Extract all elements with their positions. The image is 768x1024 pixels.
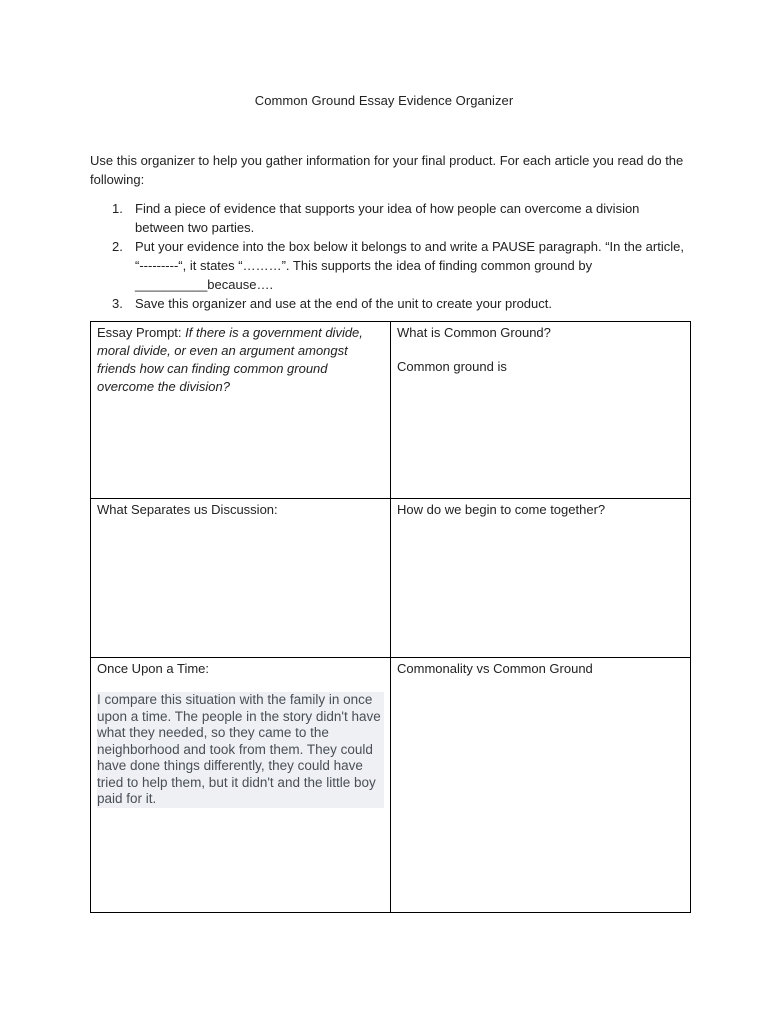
instruction-step xyxy=(90,294,690,313)
step-text: Save this organizer and use at the end of the unit to create your product. xyxy=(135,296,552,311)
what-separates-label: What Separates us Discussion: xyxy=(97,502,278,517)
instruction-list xyxy=(90,199,690,313)
once-upon-label: Once Upon a Time: xyxy=(97,661,209,676)
essay-prompt-label: Essay Prompt: xyxy=(97,325,186,340)
come-together-cell[interactable] xyxy=(391,499,691,658)
table-row xyxy=(91,499,691,658)
essay-prompt-cell[interactable] xyxy=(91,322,391,499)
common-ground-cell[interactable] xyxy=(391,322,691,499)
step-number: 2. xyxy=(112,239,123,254)
table-row xyxy=(91,658,691,913)
come-together-label: How do we begin to come together? xyxy=(397,502,606,517)
common-ground-label: What is Common Ground? xyxy=(397,325,551,340)
instruction-step xyxy=(90,237,690,294)
once-upon-answer: I compare this situation with the family in once upon a time. The people in the story didn't have what they needed, so they came to the neighborhood and took from them. They could have done things differently, they could have tried to help them, but it didn't and the little boy paid for it. xyxy=(97,692,384,808)
step-number: 1. xyxy=(112,201,123,216)
intro-paragraph: Use this organizer to help you gather information for your final product. For each article you read do the following: xyxy=(90,153,684,187)
step-text: Put your evidence into the box below it belongs to and write a PAUSE paragraph. “In the article, “---------“, it states “………”. This supports the idea of finding common ground by __________because…. xyxy=(135,239,684,292)
common-ground-answer: Common ground is xyxy=(397,359,507,374)
evidence-organizer-table xyxy=(90,321,691,913)
what-separates-cell[interactable] xyxy=(91,499,391,658)
commonality-cell[interactable] xyxy=(391,658,691,913)
once-upon-cell[interactable] xyxy=(91,658,391,913)
step-text: Find a piece of evidence that supports your idea of how people can overcome a division between two parties. xyxy=(135,201,640,235)
step-number: 3. xyxy=(112,296,123,311)
essay-prompt-text: If there is a government divide, moral divide, or even an argument amongst friends how can finding common ground overcome the division? xyxy=(97,325,363,394)
table-row xyxy=(91,322,691,499)
commonality-label: Commonality vs Common Ground xyxy=(397,661,593,676)
instruction-step xyxy=(90,199,690,237)
document-title: Common Ground Essay Evidence Organizer xyxy=(254,93,514,108)
